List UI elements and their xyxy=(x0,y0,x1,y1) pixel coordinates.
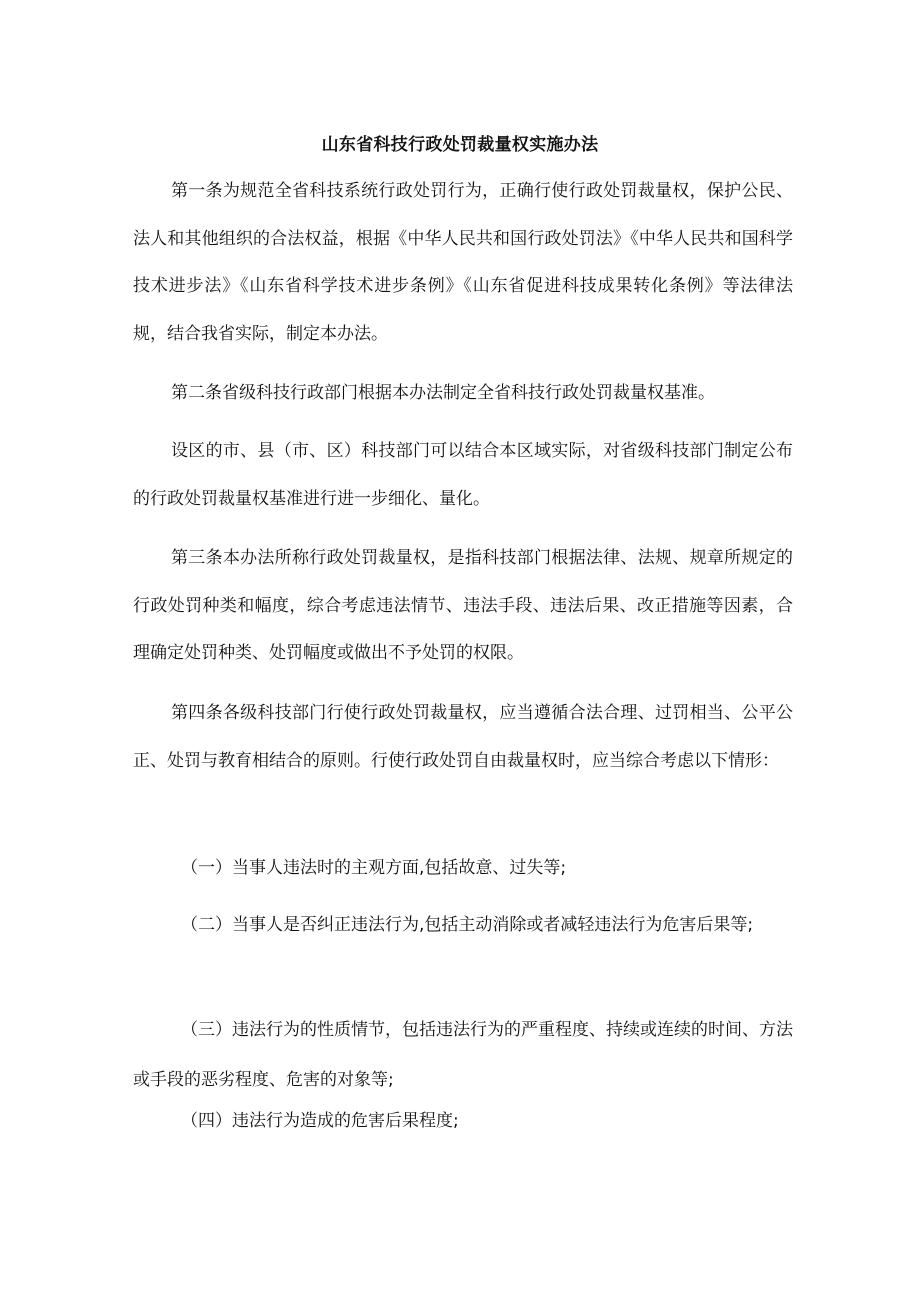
list-item: （四）违法行为造成的危害后果程度; xyxy=(181,1111,459,1131)
list-item: （二）当事人是否纠正违法行为,包括主动消除或者减轻违法行为危害后果等; xyxy=(181,915,754,935)
article-2-subparagraph: 设区的市、县（市、区）科技部门可以结合本区域实际，对省级科技部门制定公布的行政处罚裁量权基准进行进一步细化、量化。 xyxy=(133,441,793,509)
article-1-paragraph: 第一条为规范全省科技系统行政处罚行为，正确行使行政处罚裁量权，保护公民、法人和其他组织的合法权益，根据《中华人民共和国行政处罚法》《中华人民共和国科学技术进步法》《山东省科学技术进步条例》《山东省促进科技成果转化条例》等法律法规，结合我省实际，制定本办法。 xyxy=(133,181,793,344)
article-2-paragraph: 第二条省级科技行政部门根据本办法制定全省科技行政处罚裁量权基准。 xyxy=(171,383,715,403)
document-title: 山东省科技行政处罚裁量权实施办法 xyxy=(321,135,599,155)
article-3-paragraph: 第三条本办法所称行政处罚裁量权，是指科技部门根据法律、法规、规章所规定的行政处罚种类和幅度，综合考虑违法情节、违法手段、违法后果、改正措施等因素，合理确定处罚种类、处罚幅度或做出不予处罚的权限。 xyxy=(133,548,793,663)
article-4-paragraph: 第四条各级科技部门行使行政处罚裁量权，应当遵循合法合理、过罚相当、公平公正、处罚与教育相结合的原则。行使行政处罚自由裁量权时，应当综合考虑以下情形： xyxy=(133,703,793,771)
list-item: （一）当事人违法时的主观方面,包括故意、过失等; xyxy=(181,858,567,878)
list-item: （三）违法行为的性质情节，包括违法行为的严重程度、持续或连续的时间、方法或手段的恶劣程度、危害的对象等; xyxy=(133,1020,793,1090)
